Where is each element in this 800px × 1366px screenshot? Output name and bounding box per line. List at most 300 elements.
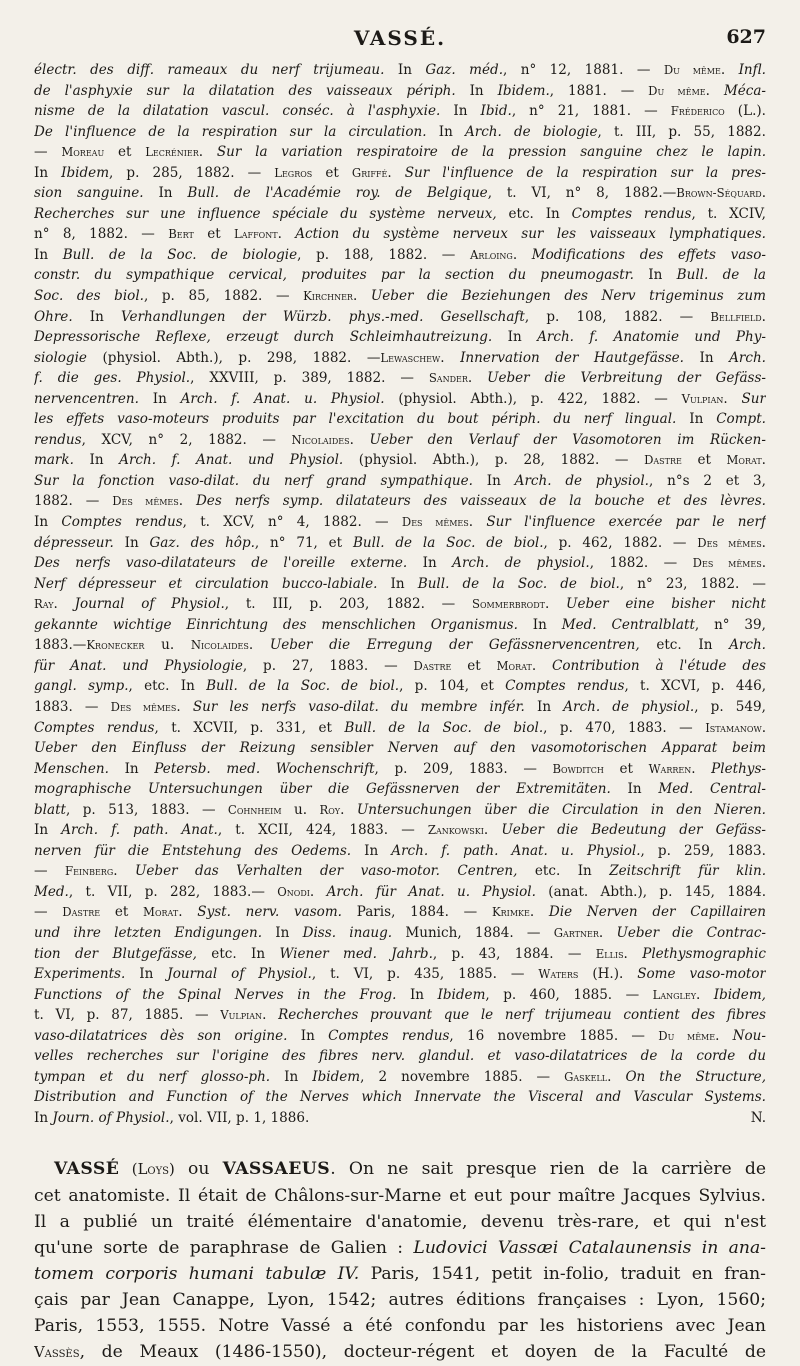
text-run: In <box>73 452 120 469</box>
italic-text: Sur l'influence exercée par le nerf <box>486 514 766 531</box>
text-run: . <box>761 555 766 572</box>
text-run: . <box>705 82 724 99</box>
italic-text: Soc. des biol. <box>34 288 144 305</box>
text-run: , t. XCII, 424, 1883. — <box>217 822 428 839</box>
author-name: Morat <box>143 905 179 920</box>
text-run: , t. III, p. 203, 1882. — <box>224 596 472 613</box>
text-run: . <box>340 801 357 818</box>
text-run: . <box>198 144 217 161</box>
author-name: Ellis <box>595 946 624 961</box>
text-run: . <box>695 986 714 1003</box>
author-name: Dastre <box>413 658 452 673</box>
text-run: In <box>125 966 168 983</box>
bibliography-line <box>34 286 766 307</box>
author-name: Des mêmes <box>112 494 179 509</box>
italic-text: électr. des diff. rameaux du nerf trijumeau. <box>34 62 385 78</box>
text-run: , p. 285, 1882. — <box>109 164 275 181</box>
italic-text: constr. du sympathique cervical, produites par la section du pneumogastr. <box>34 267 634 284</box>
italic-text: Distribution and Function of the Nerves which Innervate the Visceral and Vascular Systems. <box>34 1089 766 1106</box>
text-run: . <box>761 452 766 469</box>
italic-text: velles recherches sur l'origine des fibres nerv. glandul. et vaso-dilatatrices de la corde du <box>34 1048 766 1065</box>
italic-text: Arch. de physiol. <box>452 555 590 572</box>
bibliography-line <box>34 512 766 533</box>
italic-text: de l'asphyxie sur la dilatation des vaisseaux périph. <box>34 82 456 99</box>
bibliography-line <box>34 327 766 348</box>
text-run: , t. XCIV, <box>691 205 766 222</box>
author-name: Sander <box>428 371 468 386</box>
italic-text: Zeitschrift für klin. <box>609 863 766 880</box>
text-run: In <box>676 411 717 428</box>
page-number: 627 <box>726 26 766 48</box>
italic-text: Sur l'influence de la respiration sur la pres- <box>404 164 766 181</box>
italic-text: Bull. de la Soc. de biol. <box>417 575 620 592</box>
text-run: , 1882. — <box>589 555 693 572</box>
text-run: , p. 470, 1883. — <box>543 719 706 736</box>
text-run: , p. 108, 1882. — <box>524 308 711 325</box>
bibliography-line <box>34 635 766 656</box>
text-run: , p. 209, 1883. — <box>374 760 553 777</box>
author-name: Morat <box>726 453 762 468</box>
italic-text: Ohre. <box>34 308 73 325</box>
italic-text: Ueber das Verhalten der vaso-motor. Centren, <box>134 863 518 880</box>
text-run: etc. In <box>639 637 730 654</box>
article-line <box>34 1261 766 1287</box>
italic-text: Recherches prouvant que le nerf trijumeau contient des fibres <box>278 1007 766 1024</box>
author-name: Des mêmes <box>110 699 177 714</box>
bibliography-line <box>34 60 766 81</box>
author-name: Du même <box>663 63 721 77</box>
text-run: çais par Jean Canappe, Lyon, 1542; autres éditions françaises : Lyon, 1560; <box>34 1290 766 1311</box>
author-name: Des mêmes <box>697 535 762 550</box>
text-run: , n° 23, 1882. — <box>619 575 766 592</box>
italic-text: gekannte wichtige Einrichtung des menschlichen Organismus. <box>34 616 518 633</box>
text-run: In <box>426 123 465 140</box>
italic-text: Petersb. med. Wochenschrift <box>154 760 375 777</box>
text-run: . <box>720 62 739 78</box>
italic-text: tympan et du nerf glosso-ph. <box>34 1068 271 1085</box>
text-run: In <box>492 329 538 346</box>
italic-text: Arch. f. Anat. u. Physiol. <box>180 390 385 407</box>
text-run: u. <box>144 637 191 654</box>
italic-text: Gaz. méd. <box>425 62 504 78</box>
bibliography-line <box>34 759 766 780</box>
bibliography-line <box>34 307 766 328</box>
italic-text: tomem corporis humani tabulæ IV. <box>34 1264 360 1285</box>
text-run: , t. III, p. 55, 1882. <box>597 123 766 140</box>
text-run: . <box>440 349 461 366</box>
italic-text: blatt <box>34 801 66 818</box>
bibliography-line <box>34 676 766 697</box>
text-run: . <box>531 657 553 674</box>
text-run: etc. In <box>496 205 572 222</box>
italic-text: Infl. <box>738 62 766 78</box>
bibliography-line <box>34 738 766 759</box>
bibliography-line <box>34 368 766 389</box>
bibliography-line <box>34 1026 766 1047</box>
bibliography-line <box>34 1005 766 1026</box>
text-run: In <box>287 1027 329 1044</box>
text-run: Munich, 1884. — <box>392 924 554 941</box>
text-run: In <box>351 842 392 859</box>
text-run: . <box>544 596 567 613</box>
text-run: In <box>270 1068 313 1085</box>
italic-text: Comptes rendus <box>61 514 183 531</box>
bibliography-line <box>34 718 766 739</box>
italic-text: Die Nerven der Capillairen <box>548 904 766 921</box>
italic-text: Functions of the Spinal Nerves in the Frog. <box>34 986 397 1003</box>
italic-text: Journal of Physiol. <box>74 596 225 613</box>
text-run: In <box>684 349 730 366</box>
text-run: , n° 39, <box>694 616 766 633</box>
text-run: u. <box>281 801 320 818</box>
text-run: . <box>176 698 193 715</box>
italic-text: Bull. de la <box>676 267 766 284</box>
italic-text: nervencentren. <box>34 390 139 407</box>
text-run: . <box>349 431 370 448</box>
text-run: , 2 novembre 1885. — <box>360 1068 565 1085</box>
bibliography-line <box>34 800 766 821</box>
author-name: Feinberg <box>65 864 114 879</box>
text-run: . <box>598 924 617 941</box>
author-name: Warren <box>648 761 692 776</box>
text-run: . <box>761 534 766 551</box>
bibliography-line <box>34 1108 766 1129</box>
bibliography-line <box>34 1067 766 1088</box>
italic-text: Action du système nerveux sur les vaisseaux lymphatiques. <box>295 226 766 243</box>
italic-text: Nou- <box>732 1027 766 1044</box>
text-run: . <box>761 185 766 202</box>
bibliography-line <box>34 101 766 122</box>
bibliography-line <box>34 1087 766 1108</box>
text-run: . <box>691 760 712 777</box>
italic-text: Med. Centralblatt <box>561 616 695 633</box>
text-run: . <box>512 246 532 263</box>
italic-text: Bull. de la Soc. de biologie <box>62 246 298 263</box>
text-run: . <box>178 493 196 510</box>
bibliography-line <box>34 964 766 985</box>
text-run: , n°s 2 et 3, <box>648 472 766 489</box>
text-run: . <box>715 1027 733 1044</box>
bibliography-line <box>34 245 766 266</box>
text-run: (anat. Abth.), p. 145, 1884. <box>535 883 766 900</box>
italic-text: Bull. de l'Académie roy. de Belgique <box>187 185 488 202</box>
italic-text: Syst. nerv. vasom. <box>197 904 342 921</box>
italic-text: f. die ges. Physiol. <box>34 370 191 387</box>
text-run: (physiol. Abth.), p. 422, 1882. — <box>384 390 682 407</box>
author-signature: N. <box>750 1109 766 1126</box>
text-run: . <box>277 226 296 243</box>
article-vasse <box>34 1156 766 1366</box>
article-line <box>34 1183 766 1209</box>
italic-text: De l'influence de la respiration sur la circulation. <box>34 123 427 140</box>
author-name: Vulpian <box>220 1008 263 1023</box>
text-run: . <box>113 863 135 880</box>
text-run: et <box>603 760 649 777</box>
bibliography-line <box>34 553 766 574</box>
italic-text: Ibidem <box>61 164 110 181</box>
italic-text: rendus <box>34 431 82 448</box>
text-run: . <box>467 370 488 387</box>
italic-text: gangl. symp. <box>34 678 129 695</box>
text-run: , etc. In <box>128 678 207 695</box>
italic-text: Med. <box>34 883 69 900</box>
text-run: , p. 43, 1884. — <box>432 945 596 962</box>
author-name: Morat <box>496 658 532 673</box>
author-name: Du même <box>648 83 706 98</box>
text-run: , p. 549, <box>694 698 766 715</box>
text-run: , n° 71, et <box>254 534 353 551</box>
italic-text: Gaz. des hôp. <box>149 534 255 551</box>
author-name: (Loys) <box>119 1161 175 1179</box>
text-run: . <box>309 883 327 900</box>
italic-text: Ibidem. <box>497 82 550 99</box>
text-run: et <box>681 452 727 469</box>
text-run: In <box>138 390 181 407</box>
author-name: Cohnheim <box>227 802 282 817</box>
text-run: In <box>633 267 677 284</box>
author-name: Bellfield <box>710 309 762 324</box>
italic-text: mark. <box>34 452 74 469</box>
italic-text: Recherches sur une influence spéciale du système nerveux, <box>34 205 497 222</box>
text-run: , 1881. — <box>549 82 649 99</box>
text-run: . <box>352 288 371 305</box>
text-run: , t. XCVI, p. 446, <box>624 678 766 695</box>
italic-text: dépresseur. <box>34 534 114 551</box>
author-name: Zankowski <box>427 823 484 838</box>
bibliography-line <box>34 656 766 677</box>
italic-text: nisme de la dilatation vascul. conséc. à l'asphyxie. <box>34 103 441 120</box>
text-run: , XCV, n° 2, 1882. — <box>81 431 292 448</box>
italic-text: Bull. de la Soc. de biol. <box>344 719 544 736</box>
text-run: , t. XCV, n° 4, 1882. — <box>182 514 402 531</box>
italic-text: On the Structure, <box>625 1068 766 1085</box>
italic-text: Plethysmographic <box>642 945 766 962</box>
italic-text: Arch. f. Anat. und Physiol. <box>119 452 344 469</box>
text-run: . <box>387 164 405 181</box>
author-name: Du même <box>658 1028 716 1043</box>
text-run: In <box>34 822 62 839</box>
italic-text: Med. Central- <box>658 781 766 798</box>
italic-text: Some vaso-motor <box>637 966 766 983</box>
text-run: In <box>34 1109 53 1126</box>
italic-text: Ueber die Beziehungen des Nerv trigeminus zum <box>370 288 766 305</box>
running-head <box>34 26 766 60</box>
text-run: , n° 21, 1881. — <box>511 103 671 120</box>
author-name: Dastre <box>62 905 101 920</box>
text-run: In <box>113 534 150 551</box>
author-name: Brown-Séquard <box>676 186 762 201</box>
text-run: . <box>723 390 742 407</box>
bibliography-line <box>34 142 766 163</box>
text-run: In <box>384 62 426 78</box>
author-name: Krimke <box>491 905 530 920</box>
author-name: Langley <box>652 987 696 1002</box>
bibliography-line <box>34 348 766 369</box>
author-name: Sommerbrodt <box>471 597 545 612</box>
bibliography-line <box>34 882 766 903</box>
italic-text: Diss. inaug. <box>302 924 393 941</box>
italic-text: Arch. für Anat. u. Physiol. <box>326 883 536 900</box>
author-name: Griffé <box>351 165 388 180</box>
article-line <box>34 1339 766 1366</box>
author-name: Ray <box>34 597 54 612</box>
text-run: In <box>143 185 188 202</box>
text-run: — <box>34 904 63 921</box>
text-run: In <box>396 986 438 1003</box>
text-run: — <box>34 863 65 880</box>
text-run: 1882. — <box>34 493 113 510</box>
italic-text: Verhandlungen der Würzb. phys.-med. Gesellschaft <box>121 308 525 325</box>
bibliography-line <box>34 594 766 615</box>
bibliography-line <box>34 204 766 225</box>
italic-text: Arch. de biologie <box>464 123 598 140</box>
italic-text: Journal of Physiol. <box>167 966 312 983</box>
text-run: 1883. — <box>34 698 111 715</box>
text-run: In <box>407 555 453 572</box>
italic-text: Journ. of Physiol. <box>52 1109 170 1126</box>
text-run: qu'une sorte de paraphrase de Galien : <box>34 1238 414 1259</box>
bibliography-line <box>34 923 766 944</box>
text-run: . <box>468 514 487 531</box>
author-name: Moreau <box>61 145 105 160</box>
italic-text: nerven für die Entstehung des Oedems. <box>34 842 352 859</box>
italic-text: Nerf dépresseur et circulation bucco-labiale. <box>34 575 378 592</box>
bibliography-line <box>34 861 766 882</box>
text-run: In <box>455 82 498 99</box>
italic-text: Ueber die Verbreitung der Gefäss- <box>487 370 766 387</box>
text-run: , t. VI, p. 435, 1885. — <box>311 966 539 983</box>
italic-text: Ueber die Bedeutung der Gefäss- <box>501 822 766 839</box>
text-run: , p. 460, 1885. — <box>485 986 653 1003</box>
text-run: — <box>34 144 62 161</box>
text-run: In <box>108 760 155 777</box>
author-name: Fréderico <box>670 104 725 119</box>
text-run: etc. In <box>196 945 280 962</box>
text-run: In <box>34 246 63 263</box>
italic-text: vaso-dilatatrices dès son origine. <box>34 1027 288 1044</box>
text-run: , 16 novembre 1885. — <box>449 1027 659 1044</box>
text-run: In <box>610 781 659 798</box>
bibliography-line <box>34 1046 766 1067</box>
text-run: t. VI, p. 87, 1885. — <box>34 1007 221 1024</box>
bibliography-line <box>34 183 766 204</box>
italic-text: Des nerfs vaso-dilatateurs de l'oreille externe. <box>34 555 408 572</box>
author-name: Dastre <box>644 453 682 468</box>
author-name: Lecrénier <box>145 145 199 160</box>
author-name: Bert <box>168 227 194 242</box>
italic-text: les effets vaso-moteurs produits par l'excitation du bout périph. du nerf lingual. <box>34 411 677 428</box>
article-line <box>34 1156 766 1183</box>
italic-text: Untersuchungen über die Circulation in den Nieren. <box>356 801 766 818</box>
italic-text: Ueber den Einfluss der Reizung sensibler Nerven auf den vasomotorischen Apparat beim <box>34 740 766 757</box>
text-run: . <box>529 904 549 921</box>
italic-text: Innervation der Hautgefässe. <box>460 349 684 366</box>
italic-text: Comptes rendus <box>571 205 692 222</box>
italic-text: Arch. <box>729 637 766 654</box>
article-line <box>34 1235 766 1261</box>
text-run: In <box>472 472 515 489</box>
text-run: , p. 85, 1882. — <box>143 288 304 305</box>
italic-text: Depressorische Reflexe, erzeugt durch Schleimhautreizung. <box>34 329 493 346</box>
text-run: . <box>623 945 643 962</box>
italic-text: und ihre letzten Endigungen. <box>34 924 263 941</box>
bibliography-line <box>34 471 766 492</box>
bibliography-line <box>34 615 766 636</box>
author-name: Vulpian <box>681 391 724 406</box>
text-run: In <box>34 514 62 531</box>
text-run: , vol. VII, p. 1, 1886. <box>169 1109 310 1126</box>
author-name: Vassès <box>34 1344 80 1362</box>
italic-text: Comptes rendus <box>505 678 625 695</box>
bibliography-line <box>34 820 766 841</box>
bibliography-line <box>34 265 766 286</box>
italic-text: Modifications des effets vaso- <box>531 246 766 263</box>
italic-text: Arch. f. path. Anat. <box>61 822 218 839</box>
running-title: VASSÉ. <box>353 26 447 50</box>
bibliography-line <box>34 697 766 718</box>
text-run: , p. 104, et <box>399 678 506 695</box>
italic-text: Menschen. <box>34 760 109 777</box>
text-run: . <box>178 904 198 921</box>
bibliography-line <box>34 430 766 451</box>
text-run: In <box>517 616 562 633</box>
italic-text: Plethys- <box>711 760 766 777</box>
italic-text: Sur la variation respiratoire de la pression sanguine chez le lapin. <box>216 144 766 161</box>
text-run: (H.). <box>578 966 638 983</box>
headword: VASSÉ <box>54 1159 120 1180</box>
text-run: . On ne sait presque rien de la carrière de <box>330 1159 766 1180</box>
italic-text: Comptes rendus <box>34 719 155 736</box>
italic-text: sion sanguine. <box>34 185 144 202</box>
italic-text: Des nerfs symp. dilatateurs des vaisseaux de la bouche et des lèvres. <box>195 493 766 510</box>
text-run: . <box>761 308 766 325</box>
author-name: Arloing <box>469 247 513 262</box>
headword: VASSAEUS <box>222 1159 331 1180</box>
bibliography-line <box>34 841 766 862</box>
author-name: Laffont <box>234 227 278 242</box>
author-name: Gartner <box>553 925 599 940</box>
italic-text: Arch. f. path. Anat. u. Physiol. <box>391 842 641 859</box>
author-name: Kronecker <box>86 638 145 653</box>
text-run: , p. 259, 1883. <box>640 842 766 859</box>
author-name: Des mêmes <box>692 556 762 571</box>
text-run: In <box>72 308 122 325</box>
text-run: . <box>761 719 766 736</box>
text-run: In <box>377 575 418 592</box>
text-run: In <box>524 698 564 715</box>
text-run: In <box>262 924 303 941</box>
author-name: Bowditch <box>552 761 604 776</box>
author-name: Kirchner <box>303 289 353 304</box>
italic-text: Experiments. <box>34 966 126 983</box>
text-run: (physiol. Abth.), p. 298, 1882. — <box>86 349 381 366</box>
italic-text: Ueber die Erregung der Gefässnervencentren, <box>269 637 640 654</box>
text-run: cet anatomiste. Il était de Châlons-sur-Marne et eut pour maître Jacques Sylvius. <box>34 1186 766 1207</box>
bibliography-line <box>34 902 766 923</box>
text-run: . <box>607 1068 626 1085</box>
author-name: Nicolaides <box>190 638 249 653</box>
italic-text: Compt. <box>716 411 766 428</box>
italic-text: tion der Blutgefässe, <box>34 945 197 962</box>
text-run: etc. In <box>517 863 610 880</box>
text-run: et <box>451 657 497 674</box>
italic-text: Ibidem <box>437 986 486 1003</box>
italic-text: Sur <box>741 390 766 407</box>
text-run: In <box>440 103 481 120</box>
text-run: , n° 12, 1881. — <box>503 62 664 78</box>
italic-text: Ueber eine bisher nicht <box>566 596 766 613</box>
text-run: 1883.— <box>34 637 87 654</box>
